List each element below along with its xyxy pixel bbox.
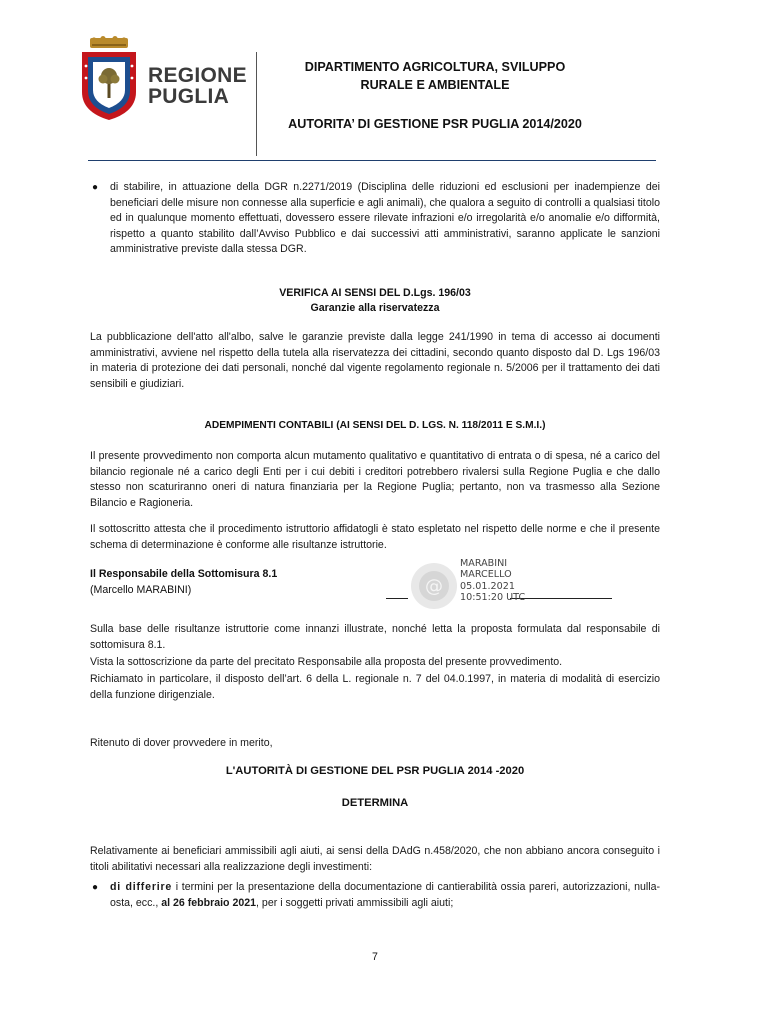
logo-text-regione: REGIONE	[148, 64, 247, 87]
sulla-base-text: Sulla base delle risultanze istruttorie come innanzi illustrate, nonché letta la proposta formulata dal responsabile di sottomisura 8.1.	[90, 623, 660, 651]
digital-signature-stamp	[460, 558, 525, 604]
bullet-2-mid: i termini per la presentazione della documentazione di cantierabilità ossia pareri, autorizzazioni, nulla-osta, ecc.,	[110, 881, 660, 909]
autorita-title: L'AUTORITÀ DI GESTIONE DEL PSR PUGLIA 2014 -2020	[225, 765, 525, 777]
department-title	[270, 58, 600, 94]
header-vertical-divider	[256, 52, 257, 156]
determina-title: DETERMINA	[341, 797, 409, 809]
adempimenti-title: ADEMPIMENTI CONTABILI (AI SENSI DEL D. LGS. N. 118/2011 E S.M.I.)	[204, 420, 546, 431]
responsabile-name: (Marcello MARABINI)	[90, 584, 192, 596]
responsabile-title: Il Responsabile della Sottomisura 8.1	[90, 568, 278, 580]
attesta-text: Il sottoscritto attesta che il procedimento istruttorio affidatogli è stato espletato nel rispetto delle norme e che il presente schema di determinazione è conforme alle risultanze istruttorie.	[90, 523, 660, 551]
authority-title: AUTORITA’ DI GESTIONE PSR PUGLIA 2014/2020	[288, 117, 582, 131]
region-logo	[78, 36, 248, 122]
bullet-2-bold-1: di differire	[110, 881, 173, 893]
header-rule	[88, 160, 656, 161]
bullet-2-bold-2: al 26 febbraio 2021	[161, 896, 257, 909]
department-title-line1: DIPARTIMENTO AGRICOLTURA, SVILUPPO	[304, 60, 566, 74]
svg-text:@: @	[425, 576, 443, 597]
department-title-line2: RURALE E AMBIENTALE	[360, 78, 510, 92]
ritenuto-text: Ritenuto di dover provvedere in merito,	[90, 737, 273, 749]
signature-line-1: MARABINI	[460, 558, 508, 569]
signature-line-left	[386, 598, 408, 599]
signature-line-3: 05.01.2021	[460, 580, 515, 592]
page-number: 7	[372, 951, 378, 963]
verifica-text: La pubblicazione dell'atto all'albo, salve le garanzie previste dalla legge 241/1990 in tema di accesso ai documenti amministrativi, avviene nel rispetto della tutela alla riservatezza dei cittadini, secondo quanto disposto dal D. Lgs 196/03 in materia di protezione dei dati personali, nonché dal vigente regolamento regionale n. 5/2006 per il trattamento dei dati sensibili e giudiziari.	[90, 331, 660, 390]
signature-line-right	[510, 598, 612, 599]
vista-text: Vista la sottoscrizione da parte del precitato Responsabile alla proposta del presente provvedimento.	[90, 656, 563, 668]
logo-text-puglia: PUGLIA	[148, 85, 230, 108]
signature-line-4: 10:51:20 UTC	[460, 592, 526, 604]
bullet-2-text	[110, 880, 660, 911]
coat-of-arms-icon	[78, 36, 140, 122]
signature-line-2: MARCELLO	[460, 569, 512, 581]
adempimenti-text: Il presente provvedimento non comporta alcun mutamento qualitativo e quantitativo di entrata o di spesa, né a carico del bilancio regionale né a carico degli Enti per i cui debiti i creditori potrebbero rivalersi sulla Regione Puglia e che dallo stesso non scaturiranno oneri di natura finanziaria per la Regione Puglia; pertanto, non va trasmesso alla Sezione Bilancio e Ragioneria.	[90, 450, 660, 509]
bullet-1-text: di stabilire, in attuazione della DGR n.2271/2019 (Disciplina delle riduzioni ed esclusioni per inadempienze dei beneficiari delle misure non connesse alla superficie e agli animali), che qualora a seguito di controlli a qualsiasi titolo ed in qualunque momento effettuati, dovessero essere rilevate infrazioni e/o irregolarità e/o anomalie e/o difformità, rispetto a quanto stabilito dall’Avviso Pubblico e dai successivi atti amministrativi, saranno applicate le sanzioni amministrative previste dalla stessa DGR.	[110, 181, 660, 256]
relativamente-text: Relativamente ai beneficiari ammissibili agli aiuti, ai sensi della DAdG n.458/2020, che non abbiano ancora conseguito i titoli abilitativi necessari alla realizzazione degli investimenti:	[90, 845, 660, 873]
verifica-subtitle: Garanzie alla riservatezza	[310, 302, 440, 314]
signature-seal-icon	[408, 560, 460, 612]
bullet-2-dot: ●	[92, 882, 99, 893]
verifica-title: VERIFICA AI SENSI DEL D.Lgs. 196/03	[279, 287, 471, 299]
bullet-1-dot: ●	[92, 182, 99, 193]
bullet-2-end: , per i soggetti privati ammissibili agli aiuti;	[256, 896, 454, 909]
richiamato-text: Richiamato in particolare, il disposto dell’art. 6 della L. regionale n. 7 del 04.0.1997, in materia di modalità di esercizio della funzione dirigenziale.	[90, 673, 660, 701]
